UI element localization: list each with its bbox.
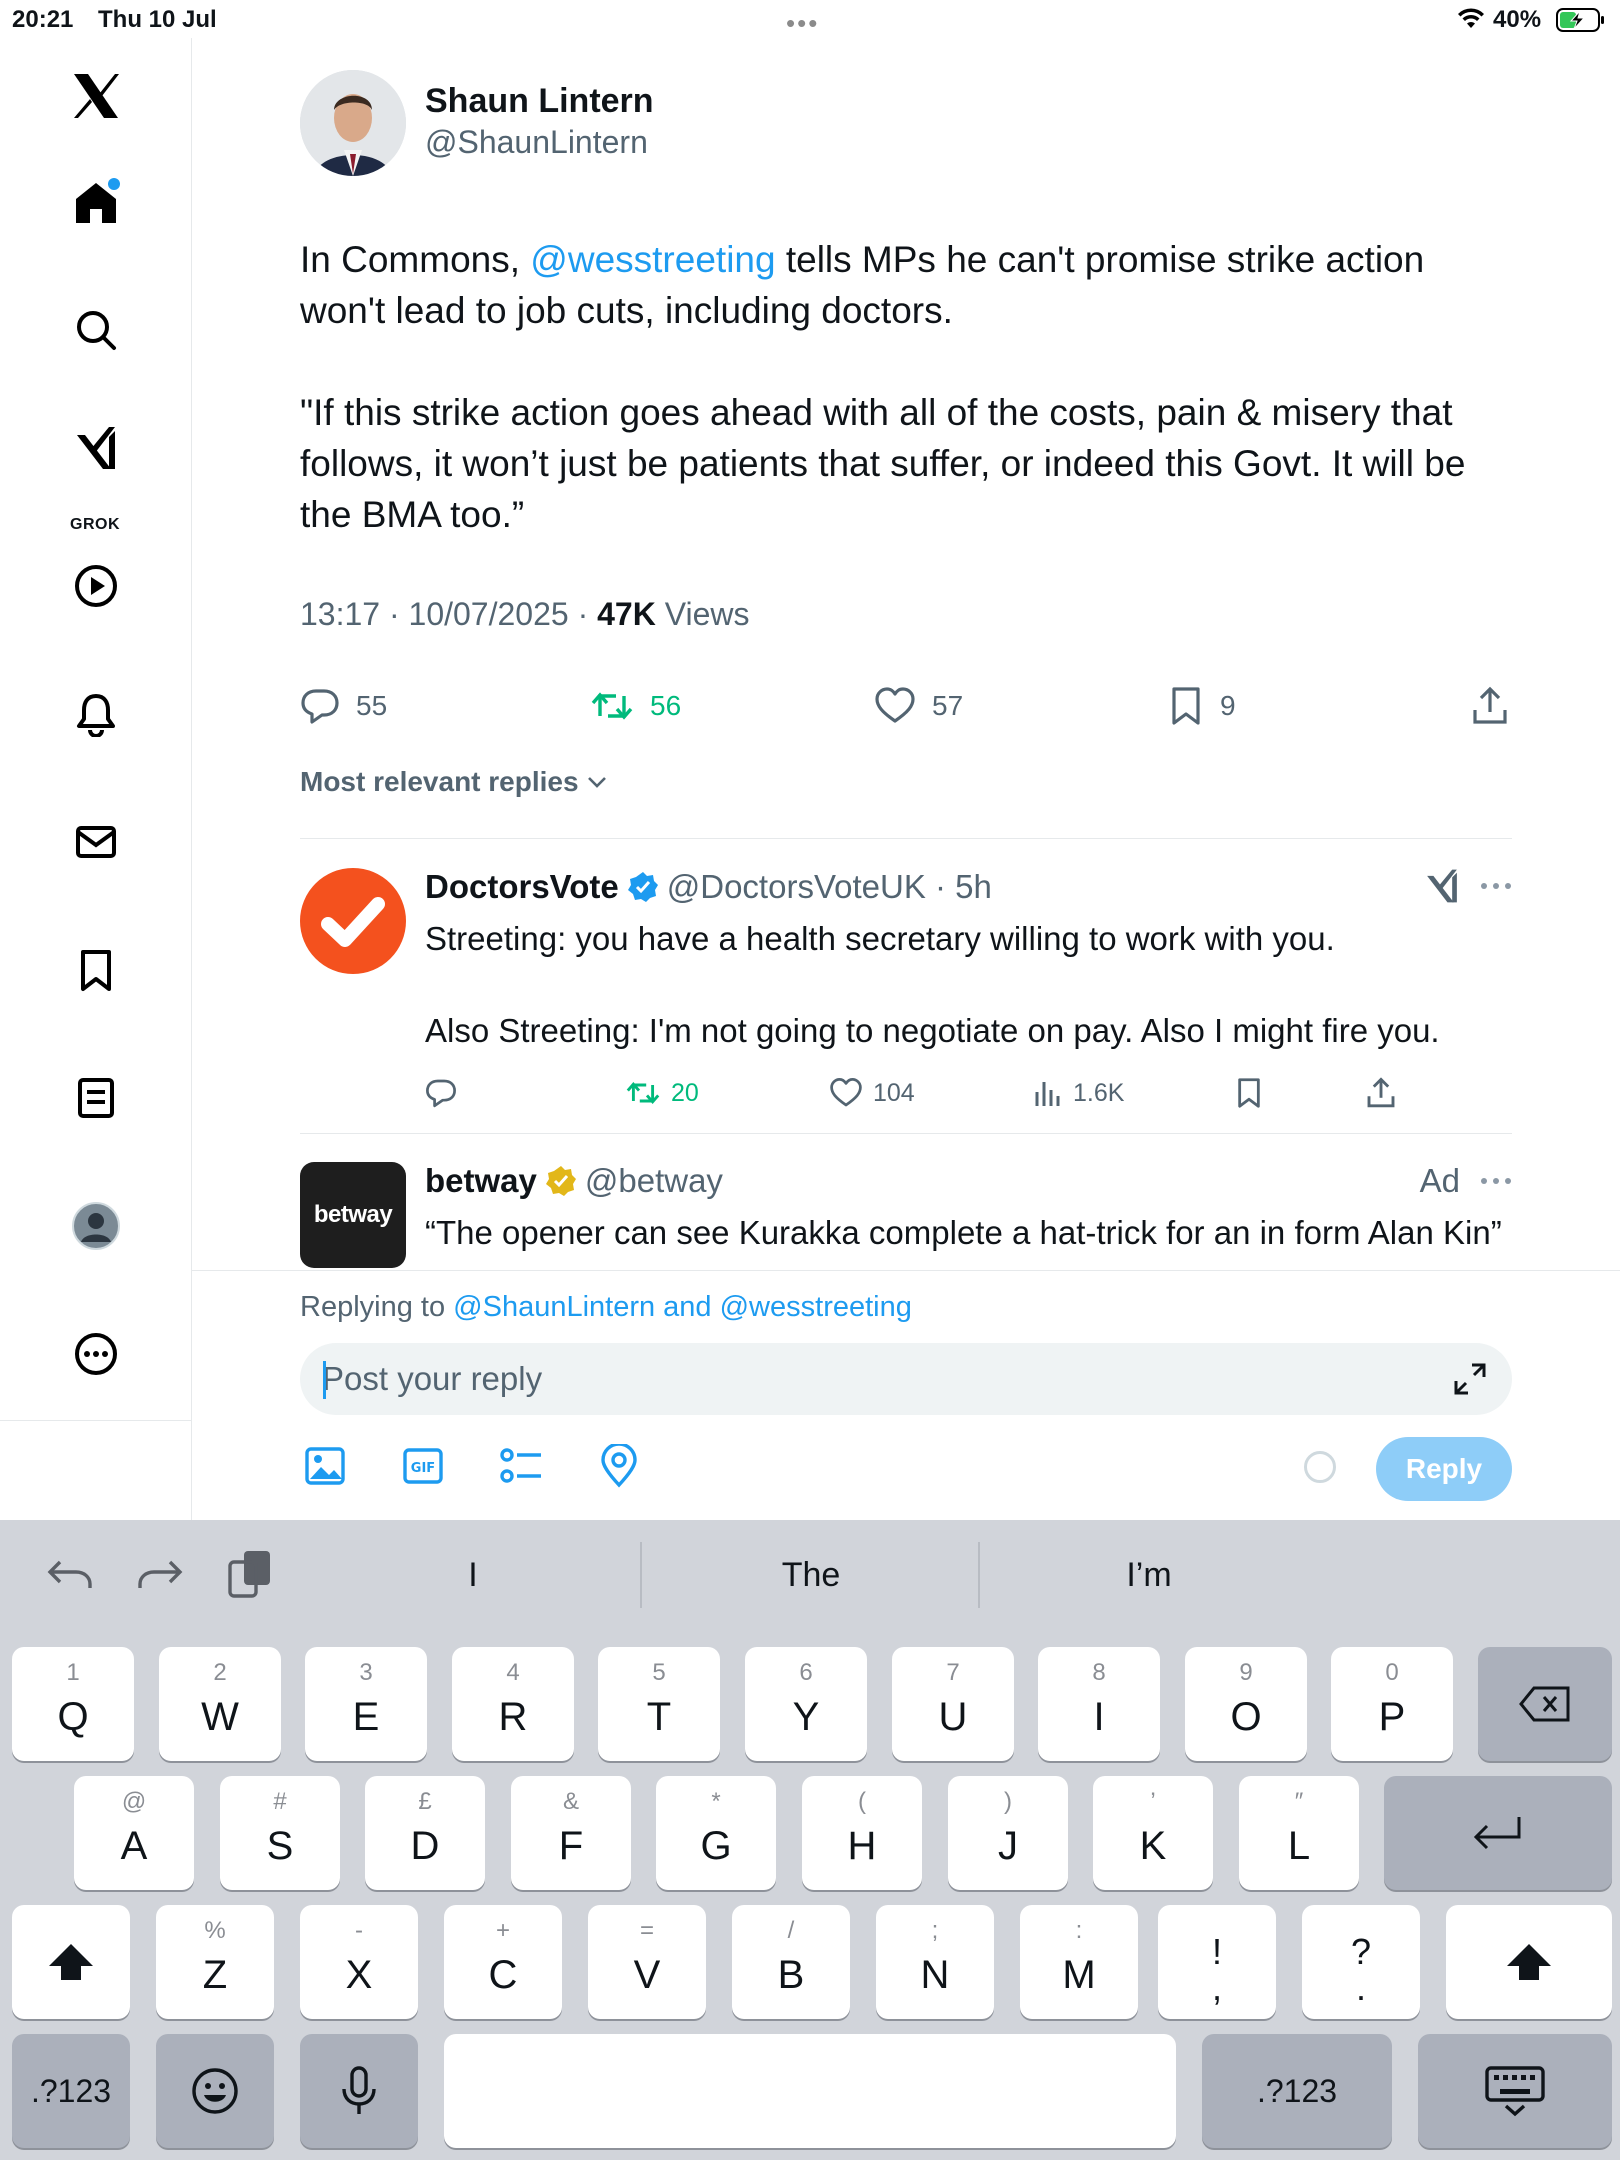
- key-g[interactable]: [656, 1776, 776, 1890]
- tweet-text-part: In Commons,: [300, 239, 531, 280]
- reply-bubble-icon: [425, 1077, 457, 1109]
- repost-action[interactable]: [625, 1073, 699, 1113]
- key-hint: 2: [213, 1659, 227, 1686]
- expand-icon[interactable]: [1452, 1361, 1488, 1397]
- views-count: 1.6K: [1073, 1078, 1125, 1107]
- shift-arrow-icon: [46, 1941, 96, 1983]
- reply-handle-time[interactable]: @DoctorsVoteUK · 5h: [666, 868, 992, 905]
- space-key[interactable]: [444, 2034, 1176, 2148]
- notifications-bell-icon[interactable]: [66, 684, 126, 744]
- shift-key-left[interactable]: [12, 1905, 130, 2019]
- reply-tools: [1424, 868, 1512, 904]
- key-hint: *: [711, 1788, 721, 1815]
- key-char: E: [352, 1695, 380, 1739]
- heart-icon: [874, 686, 916, 726]
- replying-to-prefix: Replying to: [300, 1291, 454, 1323]
- sidebar-nav: [0, 38, 192, 1520]
- key-hint: 6: [799, 1659, 813, 1686]
- key-hint: =: [639, 1917, 654, 1944]
- more-options-icon[interactable]: [1480, 881, 1512, 891]
- add-image-icon[interactable]: [302, 1443, 348, 1489]
- key-p[interactable]: [1331, 1647, 1453, 1761]
- key-hint: ’: [1150, 1788, 1156, 1815]
- key-m[interactable]: [1020, 1905, 1138, 2019]
- x-logo-icon[interactable]: [66, 66, 126, 126]
- key-s[interactable]: [220, 1776, 340, 1890]
- tweet-detail: [192, 38, 1620, 1270]
- bookmark-action[interactable]: [1168, 676, 1236, 736]
- share-action[interactable]: [1470, 676, 1510, 736]
- key-hint: 3: [359, 1659, 373, 1686]
- divider: [300, 838, 1512, 839]
- key-char: Y: [792, 1695, 820, 1739]
- reply-actions: [425, 1073, 1425, 1113]
- key-bottom-char: ,: [1211, 1967, 1222, 2008]
- verified-gold-badge-icon: [545, 1165, 577, 1197]
- reply-author-name[interactable]: betway: [425, 1162, 537, 1199]
- reply-action[interactable]: [425, 1073, 457, 1113]
- delete-backward-icon: [1518, 1684, 1572, 1724]
- key-hint: 7: [946, 1659, 960, 1686]
- video-play-icon[interactable]: [66, 556, 126, 616]
- key-char: P: [1378, 1695, 1406, 1739]
- mention-link[interactable]: @wesstreeting: [530, 239, 776, 280]
- key-q[interactable]: [12, 1647, 134, 1761]
- key-l[interactable]: [1239, 1776, 1359, 1890]
- battery-percent: 40%: [1493, 6, 1542, 33]
- key-char: J: [998, 1824, 1018, 1868]
- suggestion-word[interactable]: I’m: [1126, 1555, 1172, 1594]
- author-name[interactable]: Shaun Lintern: [425, 82, 654, 120]
- key-hint: @: [121, 1788, 147, 1815]
- undo-icon[interactable]: [40, 1544, 100, 1604]
- author-handle[interactable]: @ShaunLintern: [425, 124, 648, 160]
- sort-replies-dropdown[interactable]: [300, 766, 609, 798]
- suggestion-word[interactable]: I: [468, 1555, 478, 1594]
- key-hint: +: [495, 1917, 510, 1944]
- share-icon: [1470, 686, 1510, 726]
- dismiss-keyboard-key[interactable]: [1418, 2034, 1612, 2148]
- keyboard-suggestion-bar: [0, 1520, 1620, 1630]
- key-hint: -: [355, 1917, 363, 1944]
- redo-icon[interactable]: [130, 1544, 190, 1604]
- bookmarks-icon[interactable]: [66, 940, 126, 1000]
- reply-text-line: Streeting: you have a health secretary willing to work with you.: [425, 920, 1335, 957]
- like-count: 57: [932, 690, 964, 721]
- messages-envelope-icon[interactable]: [66, 812, 126, 872]
- reply-bubble-icon: [300, 686, 340, 726]
- like-count: 104: [873, 1078, 915, 1107]
- microphone-icon: [339, 2065, 379, 2117]
- key-hint: 1: [66, 1659, 80, 1686]
- repost-count: 56: [650, 690, 682, 721]
- emoji-key[interactable]: [156, 2034, 274, 2148]
- key-char: V: [633, 1953, 661, 1997]
- battery-charging-icon: [1556, 8, 1606, 32]
- key-b[interactable]: [732, 1905, 850, 2019]
- key-char: D: [410, 1824, 440, 1868]
- tweet-actions: [300, 676, 1512, 736]
- key-exclaim-comma[interactable]: [1158, 1905, 1276, 2019]
- key-h[interactable]: [802, 1776, 922, 1890]
- key-hint: 4: [506, 1659, 520, 1686]
- key-e[interactable]: [305, 1647, 427, 1761]
- key-y[interactable]: [745, 1647, 867, 1761]
- key-hint: 5: [652, 1659, 666, 1686]
- ad-avatar[interactable]: [300, 1162, 406, 1268]
- shift-arrow-icon: [1504, 1941, 1554, 1983]
- bookmark-action[interactable]: [1235, 1073, 1263, 1113]
- add-poll-icon[interactable]: [498, 1443, 544, 1489]
- grok-icon[interactable]: [1424, 868, 1460, 904]
- more-options-icon[interactable]: [66, 1324, 126, 1384]
- key-char: R: [498, 1695, 528, 1739]
- heart-icon: [829, 1077, 863, 1109]
- key-hint: 0: [1385, 1659, 1399, 1686]
- status-date: Thu 10 Jul: [98, 6, 217, 33]
- key-char: K: [1139, 1824, 1167, 1868]
- ad-reply-item[interactable]: [300, 1162, 1512, 1270]
- reply-button[interactable]: Reply: [1376, 1437, 1512, 1501]
- key-char: B: [777, 1953, 805, 1997]
- key-char: X: [345, 1953, 373, 1997]
- reply-avatar[interactable]: [300, 868, 406, 974]
- tweet-text: [300, 234, 1510, 540]
- repost-icon: [625, 1077, 661, 1109]
- reply-count: 55: [356, 690, 388, 721]
- tweet-meta: [300, 596, 749, 633]
- wifi-icon: [1456, 6, 1486, 30]
- key-char: T: [646, 1695, 672, 1739]
- key-question-period[interactable]: [1302, 1905, 1420, 2019]
- reply-author-name[interactable]: DoctorsVote: [425, 868, 619, 905]
- key-char: L: [1287, 1824, 1311, 1868]
- share-icon: [1365, 1077, 1397, 1109]
- tweet-text-part: tells MPs he can't promise strike action won't lead to job cuts, including doctors.: [300, 239, 1425, 331]
- keyboard-dismiss-icon: [1484, 2065, 1546, 2117]
- key-char: F: [558, 1824, 584, 1868]
- svg-text:GIF: GIF: [410, 1461, 436, 1476]
- clipboard-paste-icon[interactable]: [220, 1544, 280, 1604]
- key-o[interactable]: [1185, 1647, 1307, 1761]
- reply-composer: [192, 1270, 1620, 1520]
- views-count: 47K: [597, 596, 656, 632]
- sidebar-divider: [0, 1420, 192, 1421]
- author-avatar[interactable]: [300, 70, 406, 176]
- key-w[interactable]: [159, 1647, 281, 1761]
- numbers-key-left[interactable]: [12, 2034, 130, 2148]
- key-j[interactable]: [948, 1776, 1068, 1890]
- tweet-quote: "If this strike action goes ahead with all of the costs, pain & misery that follows, it won’t just be patients that suffer, or indeed this Govt. It will be the BMA too.”: [300, 392, 1466, 535]
- key-hint: &: [562, 1788, 579, 1815]
- like-action[interactable]: [874, 676, 963, 736]
- key-char: Z: [202, 1953, 228, 1997]
- reply-action[interactable]: [300, 676, 387, 736]
- key-char: M: [1062, 1953, 1096, 1997]
- key-top-char: !: [1211, 1931, 1222, 1972]
- key-char: G: [700, 1824, 732, 1868]
- key-hint: #: [273, 1788, 287, 1815]
- tweet-timestamp[interactable]: 13:17 · 10/07/2025 ·: [300, 596, 598, 632]
- key-hint: ″: [1294, 1788, 1304, 1815]
- key-bottom-char: .: [1355, 1967, 1366, 2008]
- more-options-icon[interactable]: [1480, 1176, 1512, 1186]
- key-hint: ;: [931, 1917, 939, 1944]
- key-char: Q: [57, 1695, 89, 1739]
- key-hint: £: [418, 1788, 432, 1815]
- key-u[interactable]: [892, 1647, 1014, 1761]
- multitasking-dots-icon[interactable]: •••: [786, 8, 820, 38]
- verified-badge-icon: [627, 871, 659, 903]
- return-icon: [1471, 1813, 1525, 1853]
- emoji-icon: [190, 2066, 240, 2116]
- key-a[interactable]: [74, 1776, 194, 1890]
- key-char: U: [938, 1695, 968, 1739]
- on-screen-keyboard: [0, 1520, 1620, 2160]
- key-hint: 9: [1239, 1659, 1253, 1686]
- share-action[interactable]: [1365, 1073, 1397, 1113]
- key-char: I: [1093, 1695, 1105, 1739]
- search-icon[interactable]: [66, 300, 126, 360]
- bookmark-icon: [1235, 1077, 1263, 1109]
- key-label: .?123: [30, 2072, 112, 2109]
- repost-action[interactable]: [590, 676, 681, 736]
- bookmark-icon: [1168, 686, 1204, 726]
- shift-key-right[interactable]: [1446, 1905, 1612, 2019]
- views-action[interactable]: [1033, 1073, 1124, 1113]
- character-count-circle: [1304, 1451, 1336, 1483]
- key-t[interactable]: [598, 1647, 720, 1761]
- key-hint: :: [1075, 1917, 1083, 1944]
- dictation-key[interactable]: [300, 2034, 418, 2148]
- status-bar: [0, 0, 1620, 38]
- key-c[interactable]: [444, 1905, 562, 2019]
- key-char: W: [201, 1695, 239, 1739]
- key-top-char: ?: [1350, 1931, 1372, 1972]
- key-char: H: [847, 1824, 877, 1868]
- key-char: S: [266, 1824, 294, 1868]
- suggestion-word[interactable]: The: [781, 1555, 841, 1594]
- sort-label: Most relevant replies: [300, 766, 579, 797]
- add-location-icon[interactable]: [596, 1443, 642, 1489]
- analytics-bars-icon: [1033, 1078, 1063, 1108]
- reply-text-line: Also Streeting: I'm not going to negotiate on pay. Also I might fire you.: [425, 1012, 1440, 1049]
- reply-item[interactable]: [300, 868, 1512, 1107]
- key-x[interactable]: [300, 1905, 418, 2019]
- key-char: A: [120, 1824, 148, 1868]
- reply-header: [425, 1162, 723, 1200]
- key-hint: 8: [1092, 1659, 1106, 1686]
- reply-text: “The opener can see Kurakka complete a hat-trick for an in form Alan Kin”: [425, 1214, 1502, 1251]
- grok-label: GROK: [70, 516, 120, 533]
- replying-to-mentions[interactable]: @ShaunLintern and @wesstreeting: [453, 1291, 912, 1323]
- repost-count: 20: [671, 1078, 699, 1107]
- key-char: O: [1230, 1695, 1262, 1739]
- reply-header: [425, 868, 992, 906]
- repost-icon: [590, 686, 634, 726]
- bookmark-count: 9: [1220, 690, 1236, 721]
- key-d[interactable]: [365, 1776, 485, 1890]
- key-label: .?123: [1256, 2072, 1338, 2109]
- numbers-key-right[interactable]: [1202, 2034, 1392, 2148]
- key-k[interactable]: [1093, 1776, 1213, 1890]
- key-f[interactable]: [511, 1776, 631, 1890]
- key-z[interactable]: [156, 1905, 274, 2019]
- key-hint: /: [787, 1917, 795, 1944]
- backspace-key[interactable]: [1478, 1647, 1612, 1761]
- add-gif-icon[interactable]: [400, 1443, 446, 1489]
- notification-dot: [108, 178, 120, 190]
- key-hint: ): [1004, 1788, 1012, 1815]
- key-hint: (: [858, 1788, 866, 1815]
- key-i[interactable]: [1038, 1647, 1160, 1761]
- chevron-down-icon: [585, 770, 609, 794]
- lists-icon[interactable]: [66, 1068, 126, 1128]
- reply-input[interactable]: [300, 1343, 1512, 1415]
- return-key[interactable]: [1384, 1776, 1612, 1890]
- status-time: 20:21: [12, 6, 74, 33]
- text-caret: [323, 1361, 326, 1399]
- key-v[interactable]: [588, 1905, 706, 2019]
- reply-text: [425, 916, 1515, 1054]
- key-hint: %: [204, 1917, 226, 1944]
- replying-to: [300, 1291, 912, 1324]
- divider: [300, 1133, 1512, 1134]
- ad-label: Ad: [1419, 1162, 1460, 1199]
- key-n[interactable]: [876, 1905, 994, 2019]
- reply-handle[interactable]: @betway: [584, 1162, 723, 1199]
- key-char: C: [488, 1953, 518, 1997]
- home-icon[interactable]: [66, 172, 126, 232]
- ad-avatar-logo: betway: [313, 1201, 393, 1228]
- like-action[interactable]: [829, 1073, 915, 1113]
- profile-avatar-icon[interactable]: [66, 1196, 126, 1256]
- reply-tools: [1420, 1162, 1512, 1200]
- key-r[interactable]: [452, 1647, 574, 1761]
- grok-icon[interactable]: [66, 418, 126, 478]
- views-label: Views: [655, 596, 750, 632]
- key-char: N: [920, 1953, 950, 1997]
